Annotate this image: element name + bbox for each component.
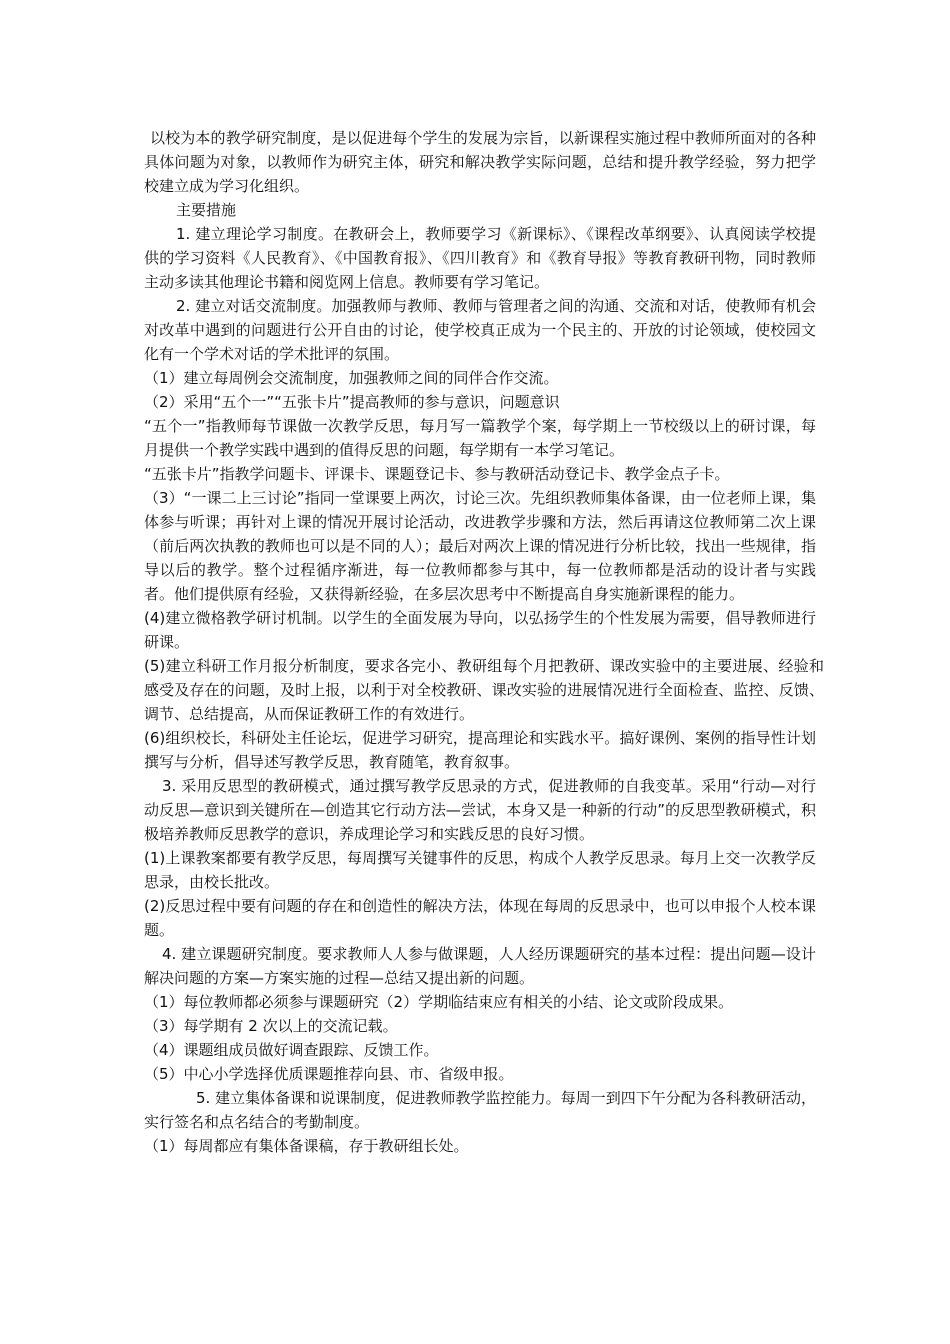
measure-2-item-4: (4)建立微格教学研讨机制。以学生的全面发展为导向，以弘扬学生的个性发展为需要，倡导教师进行研课。: [144, 609, 816, 651]
measure-2-item-2: （2）采用“五个一”“五张卡片”提高教师的参与意识，问题意识: [144, 393, 560, 411]
intro-paragraph: 以校为本的教学研究制度，是以促进每个学生的发展为宗旨，以新课程实施过程中教师所面对的各种具体问题为对象，以教师作为研究主体，研究和解决教学实际问题，总结和提升教学经验，努力把学校建立成为学习化组织。: [144, 129, 816, 195]
measure-3-item-1: (1)上课教案都要有教学反思，每周撰写关键事件的反思，构成个人教学反思录。每月上交一次教学反思录，由校长批改。: [144, 849, 816, 891]
measure-2-item-3: （3）“一课二上三讨论”指同一堂课要上两次，讨论三次。先组织教师集体备课，由一位老师上课，集体参与听课；再针对上课的情况开展讨论活动，改进教学步骤和方法，然后再请这位教师第二次上课（前后两次执教的教师也可以是不同的人）；最后对两次上课的情况进行分析比较，找出一些规律，指导以后的教学。整个过程循序渐进，每一位教师都参与其中，每一位教师都是活动的设计者与实践者。他们提供原有经验，又获得新经验，在多层次思考中不断提高自身实施新课程的能力。: [144, 489, 816, 603]
measure-4-paragraph: 4. 建立课题研究制度。要求教师人人参与做课题，人人经历课题研究的基本过程：提出问题—设计解决问题的方案—方案实施的过程—总结又提出新的问题。: [144, 945, 816, 987]
measure-3-item-2: (2)反思过程中要有问题的存在和创造性的解决方法，体现在每周的反思录中，也可以申报个人校本课题。: [144, 897, 816, 939]
document-body: [144, 126, 824, 1158]
measure-3-paragraph: 3. 采用反思型的教研模式，通过撰写教学反思录的方式，促进教师的自我变革。采用“行动—对行动反思—意识到关键所在—创造其它行动方法—尝试，本身又是一种新的行动”的反思型教研模式，积极培养教师反思教学的意识，养成理论学习和实践反思的良好习惯。: [144, 777, 816, 843]
measure-5-paragraph: 5. 建立集体备课和说课制度，促进教师教学监控能力。每周一到四下午分配为各科教研活动，实行签名和点名结合的考勤制度。: [144, 1089, 816, 1131]
measure-4-item-3: （3）每学期有 2 次以上的交流记载。: [144, 1017, 398, 1035]
measure-4-item-4: （4）课题组成员做好调查跟踪、反馈工作。: [144, 1041, 439, 1059]
measure-1-paragraph: 1. 建立理论学习制度。在教研会上，教师要学习《新课标》、《课程改革纲要》、认真阅读学校提供的学习资料《人民教育》、《中国教育报》、《四川教育》和《教育导报》等教育教研刊物，同时教师主动多读其他理论书籍和阅览网上信息。教师要有学习笔记。: [144, 225, 816, 291]
measure-5-item-1: （1）每周都应有集体备课稿，存于教研组长处。: [144, 1137, 469, 1155]
measure-2-paragraph: 2. 建立对话交流制度。加强教师与教师、教师与管理者之间的沟通、交流和对话，使教师有机会对改革中遇到的问题进行公开自由的讨论，使学校真正成为一个民主的、开放的讨论领域，使校园文化有一个学术对话的学术批评的氛围。: [144, 297, 816, 363]
measure-2-item-5: (5)建立科研工作月报分析制度，要求各完小、教研组每个月把教研、课改实验中的主要进展、经验和感受及存在的问题，及时上报，以利于对全校教研、课改实验的进展情况进行全面检查、监控、反馈、调节、总结提高，从而保证教研工作的有效进行。: [144, 657, 824, 723]
main-measures-heading: 主要措施: [176, 201, 237, 219]
five-cards-paragraph: “五张卡片”指教学问题卡、评课卡、课题登记卡、参与教研活动登记卡、教学金点子卡。: [144, 465, 730, 483]
measure-4-items-1-2: （1）每位教师都必须参与课题研究（2）学期临结束应有相关的小结、论文或阶段成果。: [144, 993, 734, 1011]
measure-2-item-1: （1）建立每周例会交流制度，加强教师之间的同伴合作交流。: [144, 369, 559, 387]
measure-4-item-5: （5）中心小学选择优质课题推荐向县、市、省级申报。: [144, 1065, 514, 1083]
measure-2-item-6: (6)组织校长，科研处主任论坛，促进学习研究，提高理论和实践水平。搞好课例、案例的指导性计划撰写与分析，倡导述写教学反思，教育随笔，教育叙事。: [144, 729, 816, 771]
five-ones-paragraph: “五个一”指教师每节课做一次教学反思，每月写一篇教学个案，每学期上一节校级以上的研讨课，每月提供一个教学实践中遇到的值得反思的问题，每学期有一本学习笔记。: [144, 417, 816, 459]
